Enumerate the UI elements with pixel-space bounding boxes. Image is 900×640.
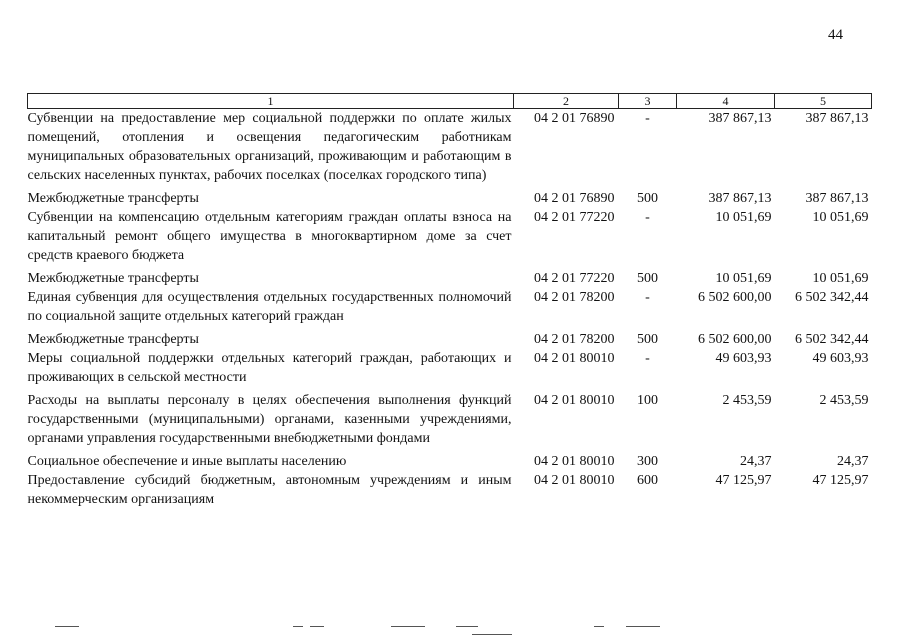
row-amount-col5: 387 867,13 bbox=[805, 111, 869, 126]
row-description: Меры социальной поддержки отдельных категорий граждан, работающих и проживающих в сельской местности bbox=[27, 351, 512, 385]
row-amount-col5: 10 051,69 bbox=[812, 210, 869, 225]
header-col-1: 1 bbox=[28, 94, 514, 109]
row-expense-type: 100 bbox=[637, 393, 658, 408]
row-amount-col4: 6 502 600,00 bbox=[698, 290, 772, 305]
row-amount-col5: 2 453,59 bbox=[819, 393, 869, 408]
row-expense-type: 500 bbox=[637, 332, 658, 347]
table-header-row bbox=[28, 94, 872, 109]
table-row bbox=[28, 349, 872, 387]
table-row bbox=[28, 452, 872, 471]
row-amount-col4: 387 867,13 bbox=[708, 191, 772, 206]
header-col-4: 4 bbox=[677, 94, 775, 109]
row-expense-type: 600 bbox=[637, 473, 658, 488]
row-amount-col4: 10 051,69 bbox=[715, 271, 772, 286]
page-number: 44 bbox=[828, 27, 843, 43]
row-expense-type: 300 bbox=[637, 454, 658, 469]
row-expense-type: - bbox=[645, 111, 650, 126]
row-expense-type: - bbox=[645, 351, 650, 366]
row-description: Расходы на выплаты персоналу в целях обеспечения выполнения функций государственными (муниципальными) органами, казенными учреждениями, органами управления государственными внебюджетными фондами bbox=[27, 393, 512, 446]
row-expense-type: - bbox=[645, 210, 650, 225]
row-target-code: 04 2 01 77220 bbox=[534, 271, 615, 286]
row-expense-type: - bbox=[645, 290, 650, 305]
row-description: Межбюджетные трансферты bbox=[27, 271, 199, 286]
row-amount-col4: 49 603,93 bbox=[715, 351, 772, 366]
table-row bbox=[28, 189, 872, 208]
header-col-3: 3 bbox=[619, 94, 677, 109]
budget-table bbox=[27, 93, 872, 509]
row-target-code: 04 2 01 80010 bbox=[534, 454, 615, 469]
row-amount-col5: 47 125,97 bbox=[812, 473, 869, 488]
row-expense-type: 500 bbox=[637, 191, 658, 206]
row-description: Субвенции на предоставление мер социальной поддержки по оплате жилых помещений, отопления и освещения педагогическим работникам муниципальных образовательных организаций, проживающим и работающим в сельских населенных пунктах, рабочих поселках (поселках городского типа) bbox=[27, 111, 512, 183]
table-row bbox=[28, 391, 872, 448]
row-target-code: 04 2 01 76890 bbox=[534, 111, 615, 126]
row-amount-col4: 47 125,97 bbox=[715, 473, 772, 488]
row-description: Межбюджетные трансферты bbox=[27, 332, 199, 347]
row-amount-col4: 24,37 bbox=[740, 454, 772, 469]
row-amount-col5: 6 502 342,44 bbox=[795, 332, 869, 347]
row-amount-col4: 10 051,69 bbox=[715, 210, 772, 225]
table-row bbox=[28, 288, 872, 326]
row-amount-col4: 2 453,59 bbox=[722, 393, 772, 408]
row-amount-col4: 6 502 600,00 bbox=[698, 332, 772, 347]
row-amount-col5: 10 051,69 bbox=[812, 271, 869, 286]
row-amount-col5: 6 502 342,44 bbox=[795, 290, 869, 305]
row-expense-type: 500 bbox=[637, 271, 658, 286]
row-target-code: 04 2 01 80010 bbox=[534, 473, 615, 488]
row-amount-col5: 49 603,93 bbox=[812, 351, 869, 366]
scan-footer-marks bbox=[0, 626, 900, 640]
row-description: Межбюджетные трансферты bbox=[27, 191, 199, 206]
row-description: Единая субвенция для осуществления отдельных государственных полномочий по социальной защите отдельных категорий граждан bbox=[27, 290, 512, 324]
row-amount-col5: 24,37 bbox=[837, 454, 869, 469]
table-row bbox=[28, 330, 872, 349]
row-target-code: 04 2 01 78200 bbox=[534, 332, 615, 347]
header-col-2: 2 bbox=[514, 94, 619, 109]
row-description: Социальное обеспечение и иные выплаты населению bbox=[27, 454, 347, 469]
row-description: Предоставление субсидий бюджетным, автономным учреждениям и иным некоммерческим организациям bbox=[27, 473, 512, 507]
table-row bbox=[28, 269, 872, 288]
header-col-5: 5 bbox=[775, 94, 872, 109]
row-description: Субвенции на компенсацию отдельным категориям граждан оплаты взноса на капитальный ремонт общего имущества в многоквартирном доме за счет средств краевого бюджета bbox=[27, 210, 512, 263]
row-target-code: 04 2 01 77220 bbox=[534, 210, 615, 225]
table-row bbox=[28, 471, 872, 509]
row-target-code: 04 2 01 78200 bbox=[534, 290, 615, 305]
row-target-code: 04 2 01 76890 bbox=[534, 191, 615, 206]
table-row bbox=[28, 208, 872, 265]
table-row bbox=[28, 109, 872, 186]
row-amount-col5: 387 867,13 bbox=[805, 191, 869, 206]
row-target-code: 04 2 01 80010 bbox=[534, 393, 615, 408]
row-amount-col4: 387 867,13 bbox=[708, 111, 772, 126]
row-target-code: 04 2 01 80010 bbox=[534, 351, 615, 366]
